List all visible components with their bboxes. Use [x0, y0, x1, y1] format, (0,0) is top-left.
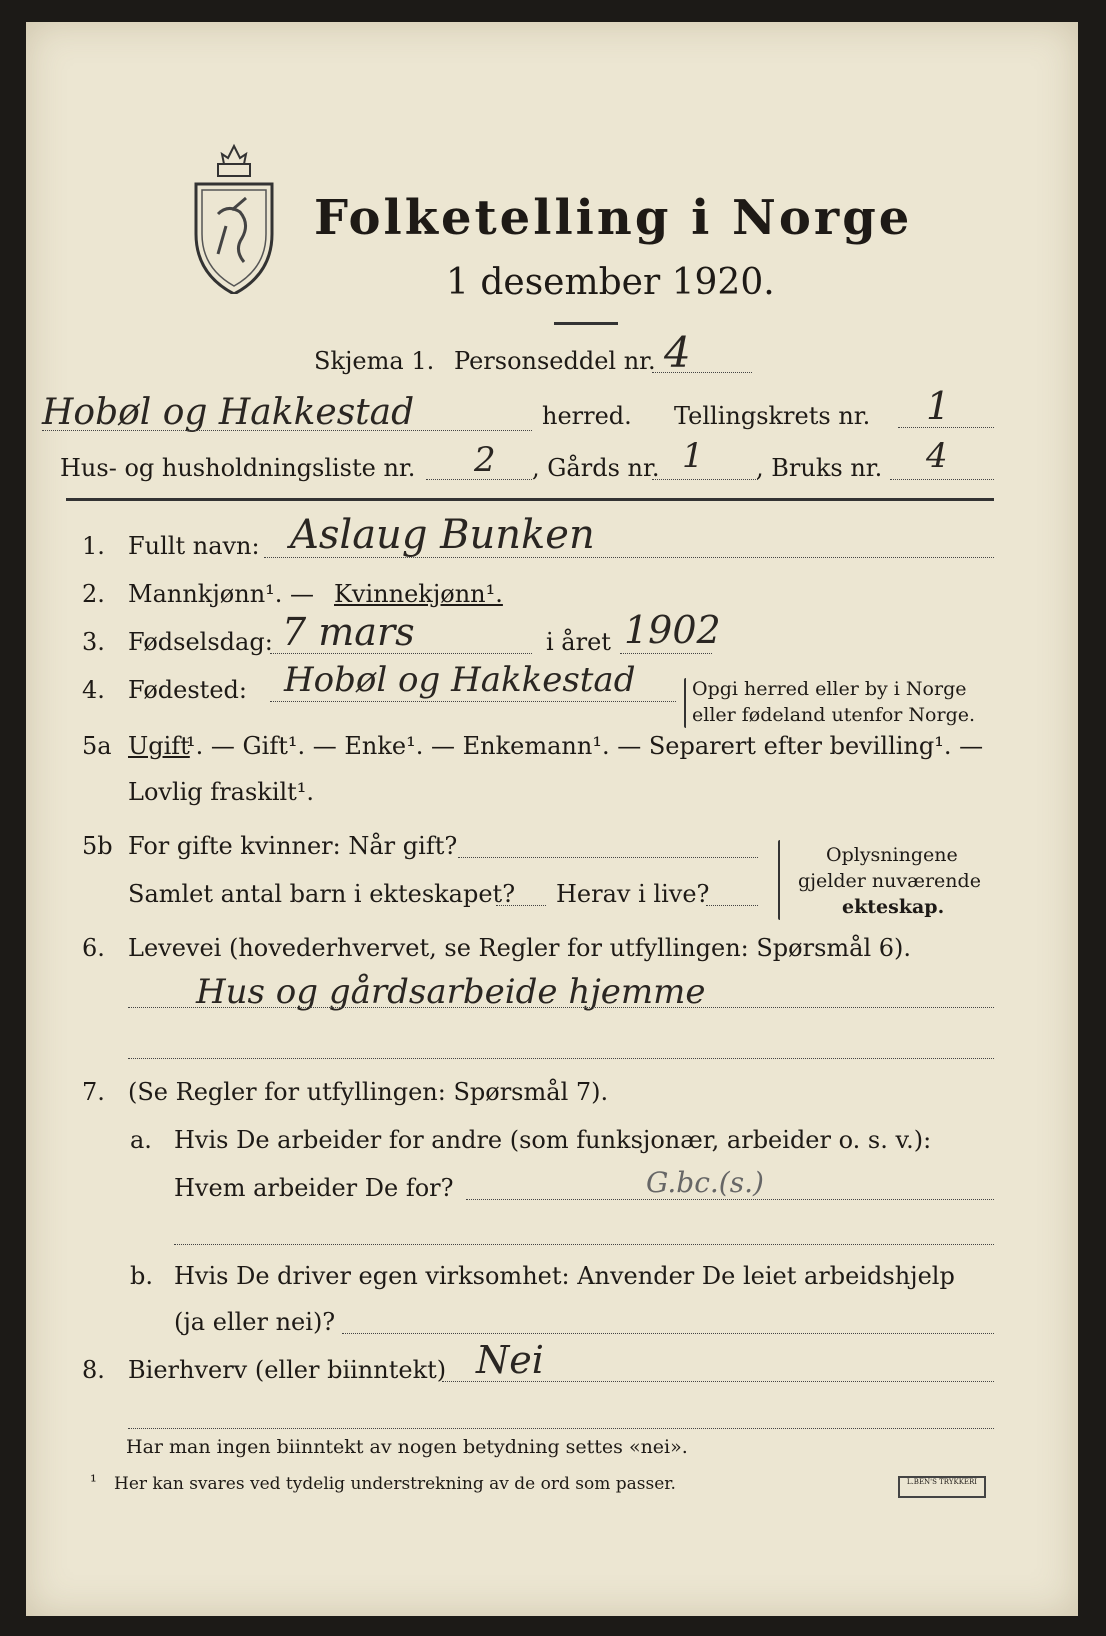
employer-line	[466, 1199, 994, 1200]
q6-number: 6.	[82, 934, 105, 962]
children-alive-label: Herav i live?	[556, 880, 710, 908]
tellingskrets-value[interactable]: 1	[926, 384, 951, 428]
printer-stamp: L.BEN'S TRYKKERI	[898, 1476, 986, 1498]
q7b-label: Hvis De driver egen virksomhet: Anvender De leiet arbeidshjelp	[174, 1262, 955, 1290]
q7-number: 7.	[82, 1078, 105, 1106]
children-total-line[interactable]	[496, 905, 546, 906]
marriage-note-3: ekteskap.	[842, 896, 945, 918]
marital-status-options[interactable]: ¹. — Gift¹. — Enke¹. — Enkemann¹. — Separert efter bevilling¹. —	[186, 732, 984, 760]
q5a-number: 5a	[82, 732, 112, 760]
marriage-note-1: Oplysningene	[826, 844, 958, 866]
tellingskrets-label: Tellingskrets nr.	[674, 402, 871, 430]
q8-label: Bierhverv (eller biinntekt)	[128, 1356, 447, 1384]
gender-female-option[interactable]: Kvinnekjønn¹.	[334, 580, 503, 608]
occupation-line-2	[128, 1058, 994, 1059]
q5b-number: 5b	[82, 832, 113, 860]
hired-help-label: (ja eller nei)?	[174, 1308, 336, 1336]
married-when-line[interactable]	[458, 857, 758, 858]
birth-year-value[interactable]: 1902	[624, 608, 721, 652]
gards-value[interactable]: 1	[682, 436, 704, 476]
herred-line	[42, 430, 532, 431]
census-form	[26, 22, 1078, 1616]
husliste-label: Hus- og husholdningsliste nr.	[60, 454, 416, 482]
herred-label: herred.	[542, 402, 632, 430]
q3-number: 3.	[82, 628, 105, 656]
occupation-line-1	[128, 1007, 994, 1008]
status-fraskilt-option[interactable]: Lovlig fraskilt¹.	[128, 778, 315, 806]
marriage-note-2: gjelder nuværende	[798, 870, 981, 892]
q8-number: 8.	[82, 1356, 105, 1384]
personseddel-value[interactable]: 4	[664, 328, 691, 377]
footer-note: Har man ingen biinntekt av nogen betydning settes «nei».	[126, 1436, 688, 1458]
birthplace-value[interactable]: Hobøl og Hakkestad	[284, 660, 636, 700]
married-when-label: For gifte kvinner: Når gift?	[128, 832, 458, 860]
skjema-label: Skjema 1.	[314, 347, 435, 375]
personseddel-label: Personseddel nr.	[454, 347, 656, 375]
q1-label: Fullt navn:	[128, 532, 260, 560]
q7a-label: Hvis De arbeider for andre (som funksjonær, arbeider o. s. v.):	[174, 1126, 932, 1154]
bruks-value[interactable]: 4	[926, 436, 948, 476]
herred-value[interactable]: Hobøl og Hakkestad	[42, 392, 415, 433]
q1-number: 1.	[82, 532, 105, 560]
coat-of-arms-emblem	[188, 134, 280, 294]
q6-label: Levevei (hovederhvervet, se Regler for utfyllingen: Spørsmål 6).	[128, 934, 912, 962]
side-income-line-2	[128, 1428, 994, 1429]
hired-help-line[interactable]	[342, 1333, 994, 1334]
birthplace-note-2: eller fødeland utenfor Norge.	[692, 704, 976, 726]
year-line	[620, 653, 712, 654]
full-name-value[interactable]: Aslaug Bunken	[290, 512, 595, 558]
bruks-label: , Bruks nr.	[756, 454, 883, 482]
year-label: i året	[546, 628, 611, 656]
q7a-letter: a.	[130, 1126, 152, 1154]
birthplace-note-1: Opgi herred eller by i Norge	[692, 678, 967, 700]
birthday-value[interactable]: 7 mars	[282, 610, 415, 654]
employer-label: Hvem arbeider De for?	[174, 1174, 454, 1202]
children-alive-line[interactable]	[706, 905, 758, 906]
q2-number: 2.	[82, 580, 105, 608]
gender-male-option[interactable]: Mannkjønn¹. —	[128, 580, 315, 608]
children-total-label: Samlet antal barn i ekteskapet?	[128, 880, 516, 908]
q4-label: Fødested:	[128, 676, 247, 704]
footnote-text: Her kan svares ved tydelig understrekning av de ord som passer.	[114, 1474, 676, 1494]
employer-value[interactable]: G.bc.(s.)	[646, 1166, 764, 1199]
q7-label: (Se Regler for utfyllingen: Spørsmål 7).	[128, 1078, 609, 1106]
gards-label: , Gårds nr.	[532, 454, 660, 482]
title-divider	[554, 322, 618, 325]
birthplace-note-bracket	[684, 678, 686, 728]
employer-line-2	[174, 1244, 994, 1245]
status-ugift-option[interactable]: Ugift	[128, 732, 190, 760]
husliste-value[interactable]: 2	[474, 440, 496, 480]
census-date: 1 desember 1920.	[446, 262, 775, 303]
birthplace-line	[270, 701, 676, 702]
q4-number: 4.	[82, 676, 105, 704]
marriage-note-bracket	[778, 840, 780, 920]
form-title: Folketelling i Norge	[314, 190, 913, 246]
occupation-value[interactable]: Hus og gårdsarbeide hjemme	[196, 972, 706, 1012]
footnote-mark: ¹	[90, 1472, 97, 1492]
side-income-value[interactable]: Nei	[476, 1338, 544, 1382]
q7b-letter: b.	[130, 1262, 153, 1290]
gards-line	[652, 479, 758, 480]
q3-label: Fødselsdag:	[128, 628, 273, 656]
header-divider	[66, 498, 994, 501]
bruks-line	[890, 479, 994, 480]
